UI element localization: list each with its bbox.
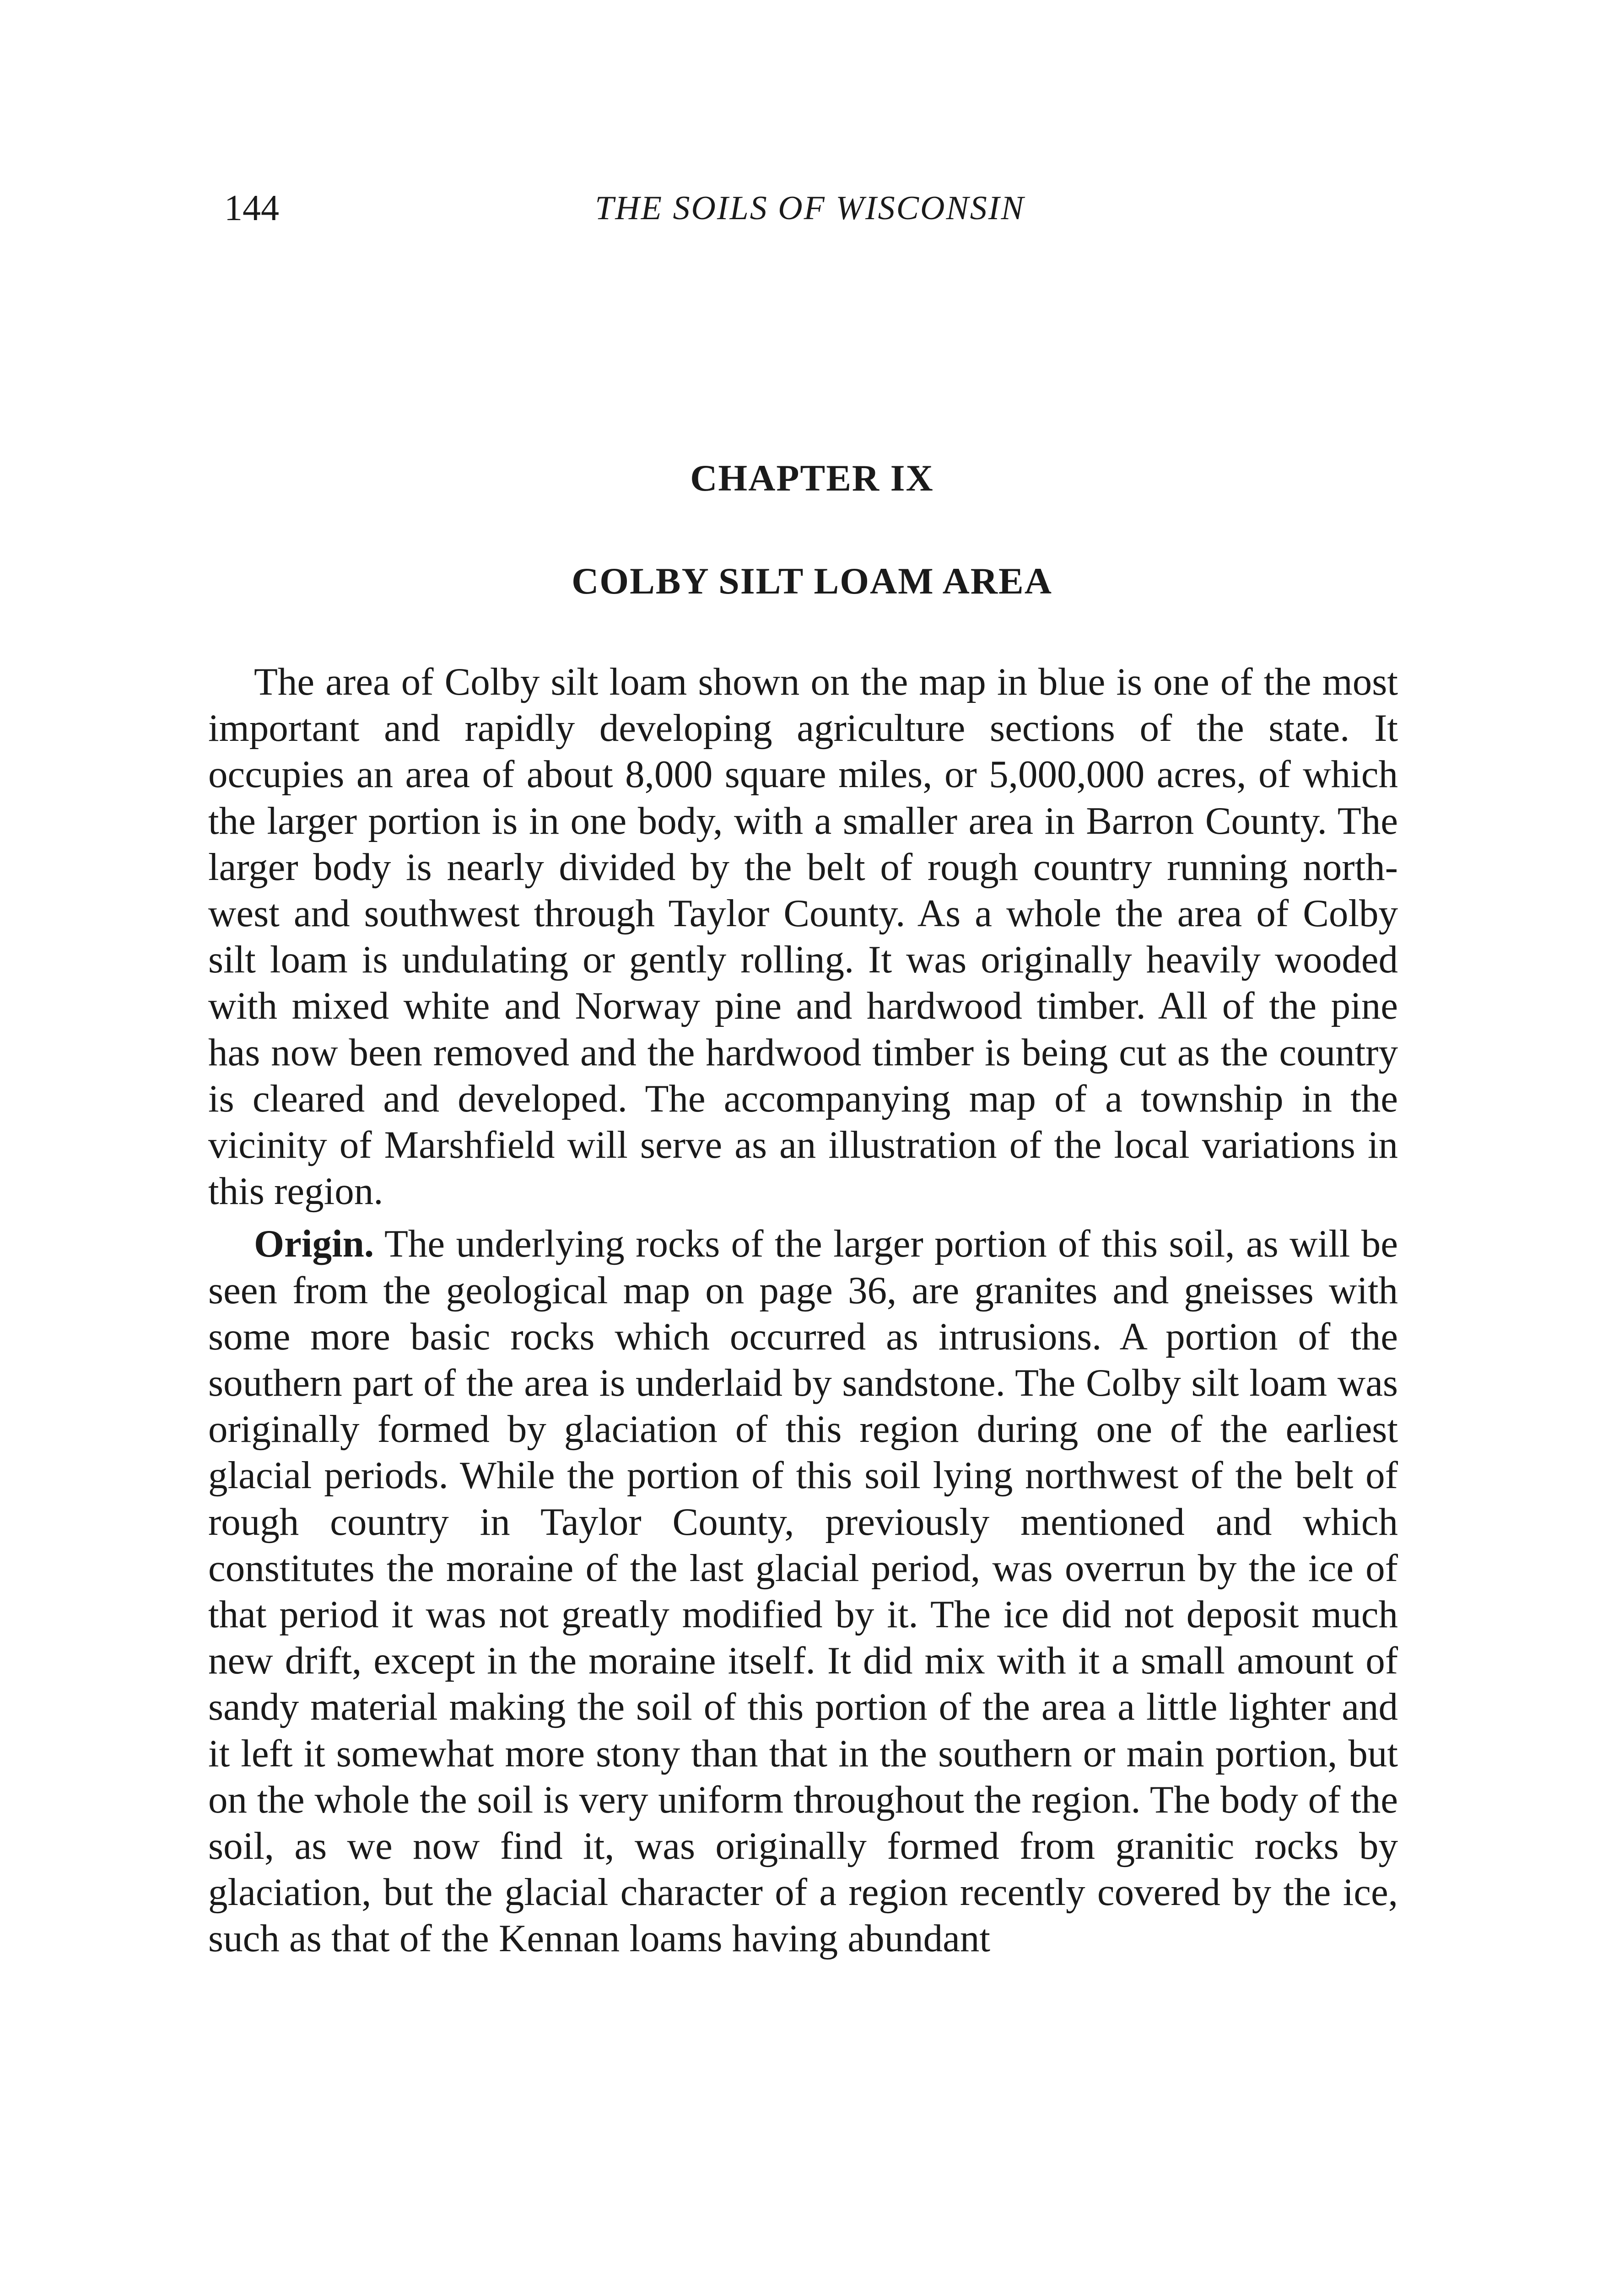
chapter-number: CHAPTER IX [690, 457, 934, 499]
body-text [208, 659, 1398, 1962]
chapter-title: COLBY SILT LOAM AREA [572, 560, 1052, 602]
paragraph-intro-text: The area of Colby silt loam shown on the map in blue is one of the most important and rapidly developing agriculture sections of the state. It occupies an area of about 8,000 square miles, or 5,000,000 acres, of which the larger portion is in one body, with a smaller area in Barron County. The larger body is nearly divided by the belt of rough country running north-west and southwest through Taylor County. As a whole the area of Colby silt loam is undulating or gently rolling. It was originally heavily wooded with mixed white and Norway pine and hardwood timber. All of the pine has now been removed and the hardwood timber is being cut as the country is cleared and developed. The accompanying map of a township in the vicinity of Marshfield will serve as an illustration of the local variations in this region. [208, 660, 1398, 1213]
origin-run-in-heading: Origin. [254, 1222, 374, 1266]
paragraph-origin-text: The underlying rocks of the larger portion of this soil, as will be seen from the geological map on page 36, are granites and gneisses with some more basic rocks which occurred as intrusions. A portion of the southern part of the area is underlaid by sandstone. The Colby silt loam was originally formed by glaciation of this region during one of the earliest glacial periods. While the portion of this soil lying northwest of the belt of rough country in Taylor County, previously mentioned and which constitutes the moraine of the last glacial period, was overrun by the ice of that period it was not greatly modified by it. The ice did not deposit much new drift, except in the moraine itself. It did mix with it a small amount of sandy material making the soil of this portion of the area a little lighter and it left it somewhat more stony than that in the southern or main portion, but on the whole the soil is very uniform throughout the region. The body of the soil, as we now find it, was originally formed from granitic rocks by glaciation, but the glacial character of a region recently covered by the ice, such as that of the Kennan loams having abundant [208, 1222, 1398, 1960]
page-number: 144 [224, 188, 279, 228]
running-header [224, 183, 1396, 233]
paragraph-origin [208, 1221, 1398, 1962]
running-title: THE SOILS OF WISCONSIN [595, 189, 1025, 227]
paragraph-intro [208, 659, 1398, 1214]
